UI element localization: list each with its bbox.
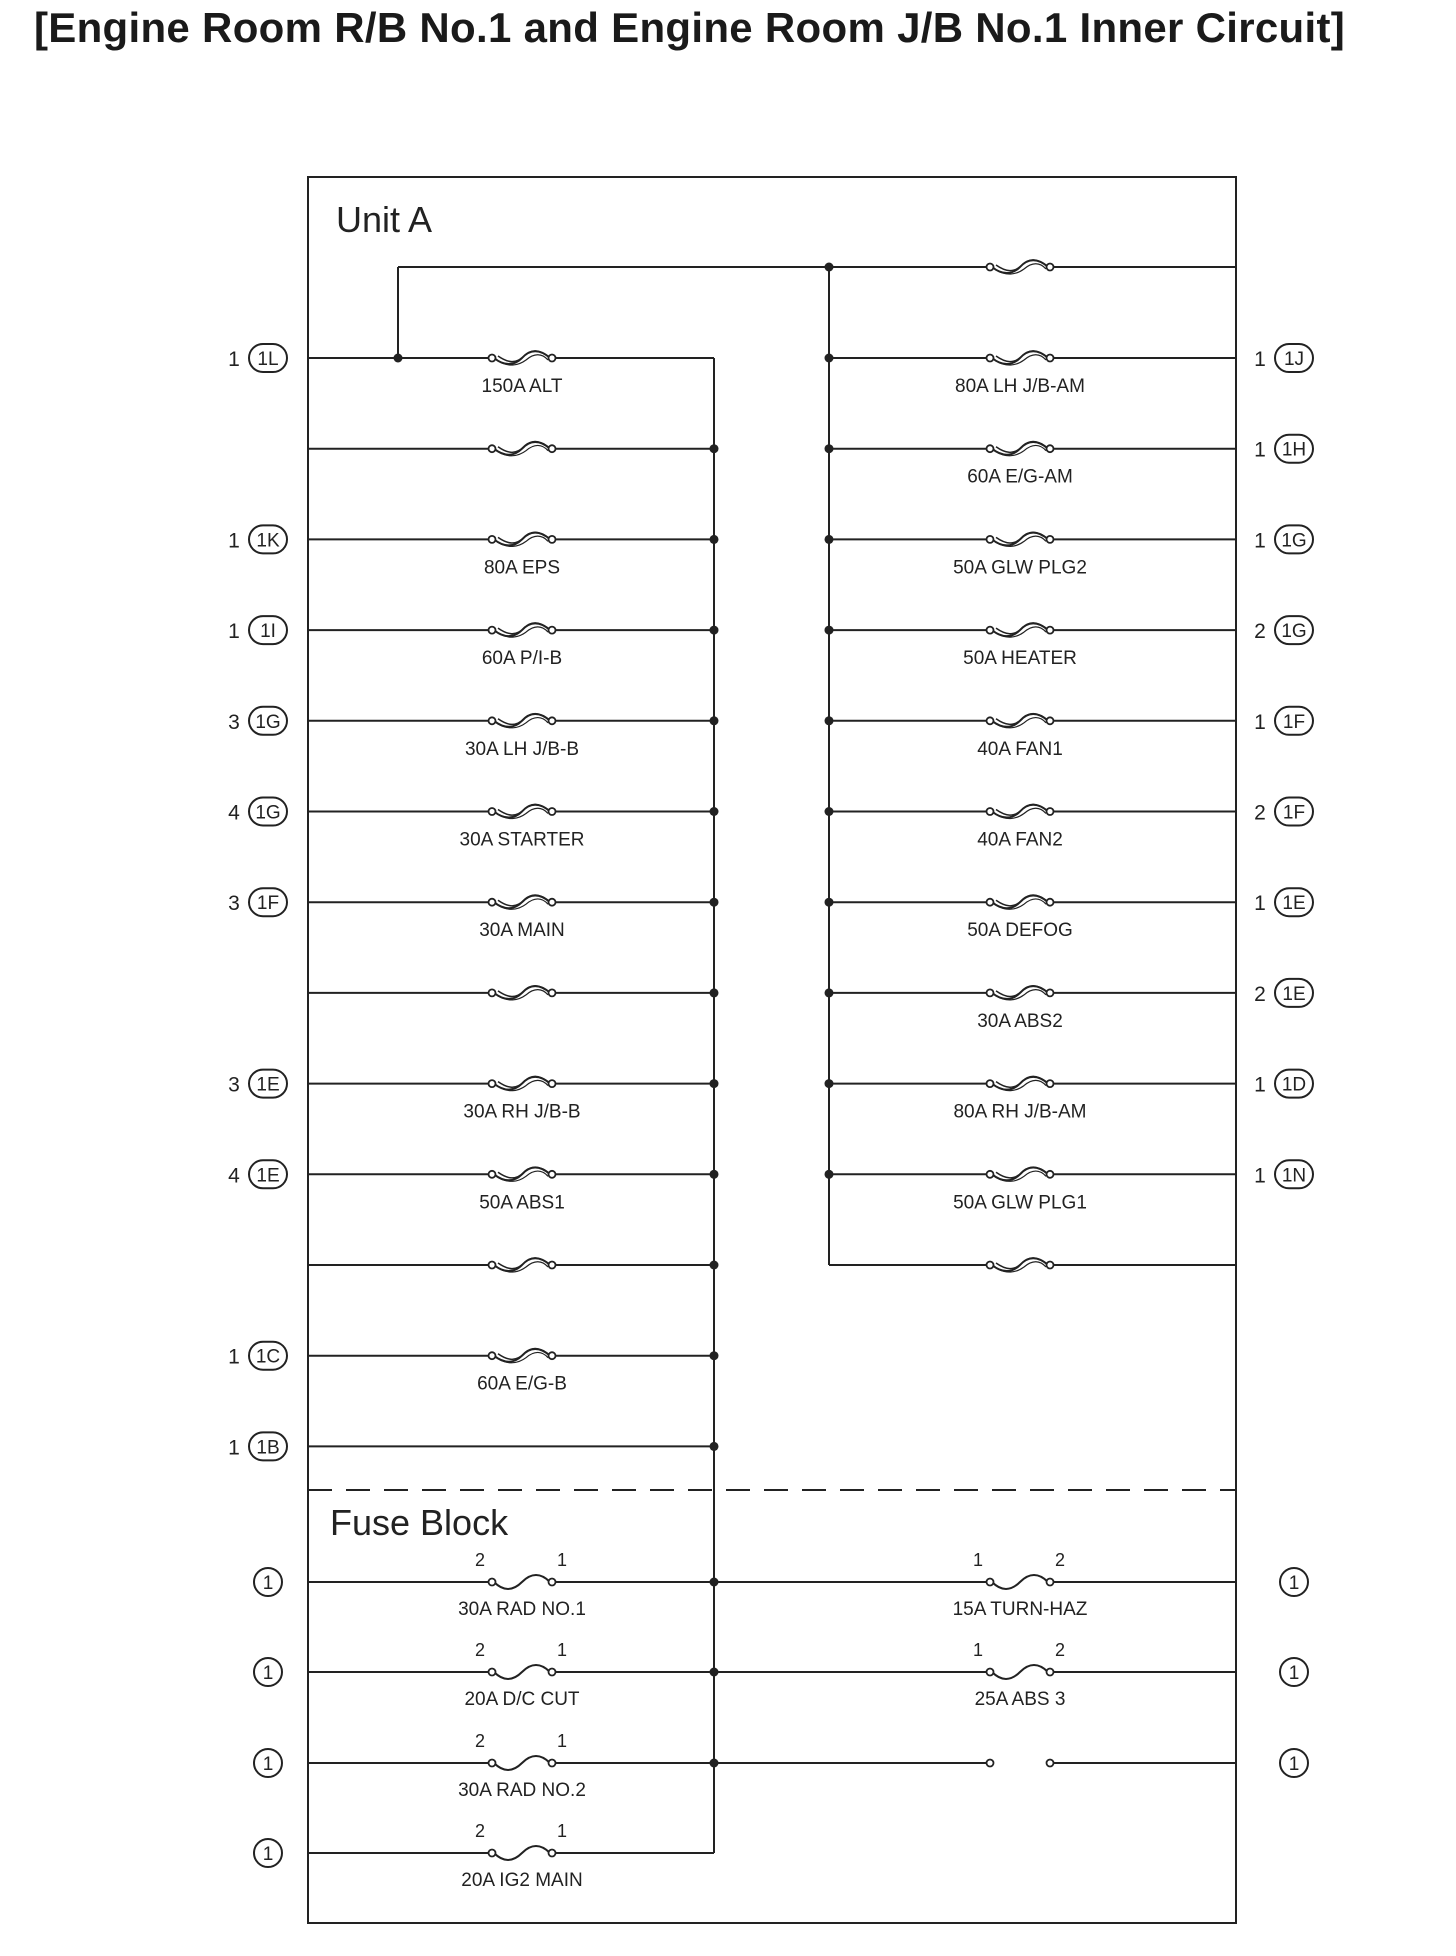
- fuse-terminal: [489, 717, 496, 724]
- connector-badge: [228, 798, 287, 826]
- terminal-number: 2: [474, 1731, 486, 1751]
- connector-id: 1E: [256, 1165, 280, 1187]
- terminal-number: 2: [1054, 1550, 1066, 1570]
- fuse-terminal: [549, 445, 556, 452]
- junction-dot: [710, 898, 719, 907]
- fusible-link-symbol: [987, 1076, 1054, 1090]
- fusible-link-symbol: [987, 532, 1054, 546]
- terminal-number: 1: [556, 1550, 568, 1570]
- marks-layer: [228, 199, 1313, 1891]
- fusible-link-symbol: [489, 1258, 556, 1272]
- fuse-label: 30A RAD NO.1: [458, 1599, 586, 1620]
- fuse-label: 50A GLW PLG1: [953, 1192, 1087, 1214]
- connector-id: 1B: [256, 1437, 280, 1459]
- junction-dot: [825, 354, 834, 363]
- connector-badge: [1254, 979, 1313, 1007]
- fuse-terminal: [987, 717, 994, 724]
- fuse-terminal: [489, 1579, 496, 1586]
- fuse-label: 80A EPS: [483, 557, 561, 579]
- connector-badge: [254, 1839, 282, 1867]
- fuse-terminal: [1047, 264, 1054, 271]
- fuse-label: 20A D/C CUT: [464, 1689, 580, 1710]
- junction-dot: [710, 1759, 719, 1768]
- connector-pin: 1: [228, 1436, 240, 1460]
- fuse-terminal: [1047, 717, 1054, 724]
- fuse-terminal: [1047, 899, 1054, 906]
- connector-pin: 4: [228, 1164, 240, 1188]
- connector-id: 1N: [1281, 1165, 1307, 1187]
- connector-badge: [1254, 888, 1313, 916]
- fuse-terminal: [549, 1171, 556, 1178]
- junction-dot: [825, 1079, 834, 1088]
- fuse-terminal: [987, 445, 994, 452]
- fusible-link-symbol: [489, 623, 556, 637]
- fuse-terminal: [1047, 355, 1054, 362]
- connector-pin: 3: [228, 710, 240, 734]
- junction-dot: [710, 1170, 719, 1179]
- fuse-terminal: [1047, 1262, 1054, 1269]
- junction-dot: [710, 1668, 719, 1677]
- fuse-label: 50A ABS1: [479, 1192, 565, 1214]
- junction-dot: [710, 535, 719, 544]
- fuse-label: 50A HEATER: [963, 648, 1077, 670]
- connector-pin: 1: [1254, 892, 1266, 916]
- connector-id: 1H: [1281, 439, 1307, 461]
- junction-dot: [825, 444, 834, 453]
- junction-dot: [710, 1578, 719, 1587]
- connector-pin: 1: [1254, 529, 1266, 553]
- fuse-terminal: [987, 627, 994, 634]
- junction-dot: [825, 535, 834, 544]
- fuse-label: 60A E/G-AM: [967, 466, 1073, 488]
- fusible-link-symbol: [987, 623, 1054, 637]
- fuse-terminal: [549, 1669, 556, 1676]
- fuse-label: 40A FAN1: [977, 738, 1063, 760]
- fuse-terminal: [489, 1262, 496, 1269]
- terminal-number: 2: [474, 1550, 486, 1570]
- fuse-terminal: [1047, 536, 1054, 543]
- connector-id: 1L: [257, 349, 279, 370]
- fuse-terminal: [549, 1760, 556, 1767]
- connector-badge: [1254, 1070, 1313, 1098]
- fusible-link-symbol: [489, 895, 556, 909]
- terminal-number: 2: [1054, 1640, 1066, 1660]
- connector-pin: 1: [262, 1844, 274, 1865]
- junction-dot: [710, 1261, 719, 1270]
- connector-id: 1J: [1283, 349, 1305, 370]
- junction-dot: [825, 807, 834, 816]
- fusible-link-symbol: [987, 260, 1054, 274]
- connector-pin: 1: [228, 620, 240, 644]
- open-terminal: [987, 1760, 994, 1767]
- fuse-terminal: [549, 627, 556, 634]
- fusible-link-symbol: [987, 1167, 1054, 1181]
- fuse-label: 30A ABS2: [977, 1010, 1063, 1032]
- connector-id: 1E: [1282, 983, 1306, 1005]
- fuse-terminal: [549, 1262, 556, 1269]
- fuse-terminal: [987, 1080, 994, 1087]
- fuse-terminal: [489, 1171, 496, 1178]
- connector-pin: 3: [228, 892, 240, 916]
- fusible-link-symbol: [987, 986, 1054, 1000]
- connector-id: 1G: [255, 711, 281, 733]
- fuse-terminal: [987, 1262, 994, 1269]
- fuse-terminal: [489, 1760, 496, 1767]
- connector-badge: [1254, 707, 1313, 735]
- junction-dot: [825, 716, 834, 725]
- junction-dot: [394, 354, 403, 363]
- junction-dot: [710, 716, 719, 725]
- fuse-label: 25A ABS 3: [974, 1689, 1066, 1710]
- connector-badge: [228, 344, 287, 372]
- fuse-label: 30A RH J/B-B: [463, 1101, 581, 1123]
- connector-id: 1G: [1281, 621, 1307, 643]
- fuse-label: 15A TURN-HAZ: [952, 1599, 1088, 1620]
- fuse-symbol: [489, 1665, 556, 1679]
- connector-badge: [1254, 616, 1313, 644]
- junction-dot: [710, 807, 719, 816]
- connector-id: 1G: [255, 802, 281, 824]
- connector-badge: [228, 525, 287, 553]
- fuse-symbol: [489, 1846, 556, 1860]
- connector-badge: [254, 1749, 282, 1777]
- fuse-terminal: [489, 355, 496, 362]
- connector-pin: 1: [228, 348, 240, 371]
- connector-pin: 1: [228, 529, 240, 553]
- connector-badge: [228, 707, 287, 735]
- fuse-label: 150A ALT: [481, 376, 563, 397]
- fuse-terminal: [549, 1850, 556, 1857]
- connector-pin: 2: [1254, 801, 1266, 825]
- fuse-terminal: [987, 536, 994, 543]
- connector-badge: [228, 1070, 287, 1098]
- junction-dot: [825, 898, 834, 907]
- connector-pin: 3: [228, 1073, 240, 1097]
- connector-pin: 1: [1254, 348, 1266, 371]
- junction-dot: [825, 1170, 834, 1179]
- unit-box: [308, 177, 1236, 1923]
- connector-pin: 2: [1254, 620, 1266, 644]
- fuse-terminal: [1047, 1171, 1054, 1178]
- terminal-number: 2: [474, 1640, 486, 1660]
- connector-id: 1K: [256, 530, 280, 552]
- fuse-terminal: [489, 1669, 496, 1676]
- fuse-terminal: [1047, 1669, 1054, 1676]
- fuse-block-title: Fuse Block: [330, 1502, 509, 1543]
- fusible-link-symbol: [987, 895, 1054, 909]
- connector-badge: [1280, 1749, 1308, 1777]
- connector-pin: 1: [1254, 1073, 1266, 1097]
- terminal-number: 1: [556, 1821, 568, 1841]
- junction-dot: [825, 988, 834, 997]
- junction-dot: [710, 444, 719, 453]
- connector-pin: 1: [262, 1573, 274, 1594]
- fusible-link-symbol: [489, 351, 556, 365]
- connector-badge: [1280, 1658, 1308, 1686]
- fuse-terminal: [987, 1669, 994, 1676]
- fusible-link-symbol: [489, 1348, 556, 1362]
- fuse-terminal: [549, 808, 556, 815]
- page-title: [Engine Room R/B No.1 and Engine Room J/B No.1 Inner Circuit]: [34, 4, 1346, 51]
- connector-badge: [1254, 435, 1313, 463]
- fusible-link-symbol: [489, 532, 556, 546]
- fuse-terminal: [489, 1080, 496, 1087]
- connector-pin: 1: [262, 1754, 274, 1775]
- fuse-terminal: [987, 1171, 994, 1178]
- fuse-label: 40A FAN2: [977, 829, 1063, 851]
- junction-dot: [710, 1351, 719, 1360]
- fusible-link-symbol: [987, 804, 1054, 818]
- fusible-link-symbol: [987, 441, 1054, 455]
- unit-a-title: Unit A: [336, 199, 433, 240]
- fuse-terminal: [987, 899, 994, 906]
- fuse-terminal: [1047, 989, 1054, 996]
- fuse-terminal: [489, 989, 496, 996]
- connector-pin: 1: [1254, 438, 1266, 462]
- terminal-number: 1: [972, 1640, 984, 1660]
- fuse-terminal: [549, 1352, 556, 1359]
- fuse-label: 30A RAD NO.2: [458, 1780, 586, 1801]
- fuse-terminal: [489, 899, 496, 906]
- fuse-terminal: [549, 536, 556, 543]
- terminal-number: 1: [556, 1640, 568, 1660]
- fusible-link-symbol: [489, 804, 556, 818]
- fuse-terminal: [1047, 1579, 1054, 1586]
- connector-badge: [254, 1658, 282, 1686]
- fuse-terminal: [1047, 627, 1054, 634]
- junction-dot: [710, 1079, 719, 1088]
- fuse-label: 60A E/G-B: [477, 1373, 567, 1395]
- connector-badge: [1254, 798, 1313, 826]
- fuse-label: 20A IG2 MAIN: [461, 1870, 583, 1891]
- connector-pin: 1: [1288, 1573, 1300, 1594]
- fuse-label: 30A STARTER: [459, 829, 585, 851]
- connector-id: 1E: [256, 1074, 280, 1096]
- connector-id: 1E: [1282, 893, 1306, 915]
- fuse-terminal: [987, 1579, 994, 1586]
- connector-badge: [254, 1568, 282, 1596]
- connector-pin: 2: [1254, 982, 1266, 1006]
- connector-pin: 1: [1254, 710, 1266, 734]
- fuse-terminal: [549, 717, 556, 724]
- fuse-label: 80A LH J/B-AM: [955, 376, 1085, 397]
- junction-dot: [825, 263, 834, 272]
- connector-badge: [228, 616, 287, 644]
- connector-id: 1G: [1281, 530, 1307, 552]
- fuse-symbol: [489, 1756, 556, 1770]
- junction-dot: [825, 626, 834, 635]
- fuse-terminal: [549, 989, 556, 996]
- fuse-terminal: [489, 445, 496, 452]
- fuse-terminal: [987, 989, 994, 996]
- connector-pin: 1: [1288, 1663, 1300, 1684]
- fuse-terminal: [489, 1352, 496, 1359]
- fuse-terminal: [1047, 445, 1054, 452]
- connector-badge: [1254, 1160, 1313, 1188]
- connector-badge: [228, 1160, 287, 1188]
- connector-id: 1C: [255, 1346, 281, 1368]
- fuse-label: 60A P/I-B: [481, 648, 563, 670]
- fuse-symbol: [987, 1665, 1054, 1679]
- fuse-label: 50A DEFOG: [967, 920, 1073, 942]
- open-terminal: [1047, 1760, 1054, 1767]
- terminal-number: 2: [474, 1821, 486, 1841]
- fuse-terminal: [489, 808, 496, 815]
- fuse-label: 30A MAIN: [479, 920, 565, 942]
- junction-dot: [710, 1442, 719, 1451]
- connector-badge: [228, 1342, 287, 1370]
- fuse-terminal: [987, 264, 994, 271]
- connector-badge: [1254, 525, 1313, 553]
- connector-badge: [1280, 1568, 1308, 1596]
- fusible-link-symbol: [489, 1076, 556, 1090]
- fusible-link-symbol: [489, 1167, 556, 1181]
- fusible-link-symbol: [489, 986, 556, 1000]
- fuse-terminal: [987, 355, 994, 362]
- connector-pin: 1: [1254, 1164, 1266, 1188]
- fuse-terminal: [987, 808, 994, 815]
- fuse-terminal: [489, 627, 496, 634]
- fusible-link-symbol: [987, 1258, 1054, 1272]
- fuse-terminal: [1047, 1080, 1054, 1087]
- fuse-terminal: [549, 899, 556, 906]
- fuse-label: 30A LH J/B-B: [464, 738, 580, 760]
- connector-id: 1F: [256, 893, 280, 915]
- connector-badge: [228, 1432, 287, 1460]
- junction-dot: [710, 988, 719, 997]
- wiring-layer: [308, 177, 1236, 1923]
- connector-badge: [228, 888, 287, 916]
- fuse-label: 80A RH J/B-AM: [953, 1101, 1087, 1123]
- junction-dot: [710, 626, 719, 635]
- fusible-link-symbol: [489, 441, 556, 455]
- fusible-link-symbol: [489, 714, 556, 728]
- connector-pin: 1: [262, 1663, 274, 1684]
- connector-id: 1D: [1281, 1074, 1307, 1096]
- fuse-label: 50A GLW PLG2: [953, 557, 1087, 579]
- fuse-terminal: [489, 536, 496, 543]
- connector-pin: 1: [1288, 1754, 1300, 1775]
- fuse-terminal: [549, 355, 556, 362]
- connector-id: 1F: [1282, 802, 1306, 824]
- fuse-symbol: [987, 1575, 1054, 1589]
- fusible-link-symbol: [987, 351, 1054, 365]
- connector-id: 1I: [260, 621, 276, 643]
- fuse-symbol: [489, 1575, 556, 1589]
- terminal-number: 1: [556, 1731, 568, 1751]
- fuse-terminal: [549, 1579, 556, 1586]
- fuse-terminal: [549, 1080, 556, 1087]
- connector-id: 1F: [1282, 711, 1306, 733]
- connector-pin: 4: [228, 801, 240, 825]
- fusible-link-symbol: [987, 714, 1054, 728]
- fuse-terminal: [1047, 808, 1054, 815]
- terminal-number: 1: [972, 1550, 984, 1570]
- connector-pin: 1: [228, 1345, 240, 1369]
- connector-badge: [1254, 344, 1313, 372]
- fuse-terminal: [489, 1850, 496, 1857]
